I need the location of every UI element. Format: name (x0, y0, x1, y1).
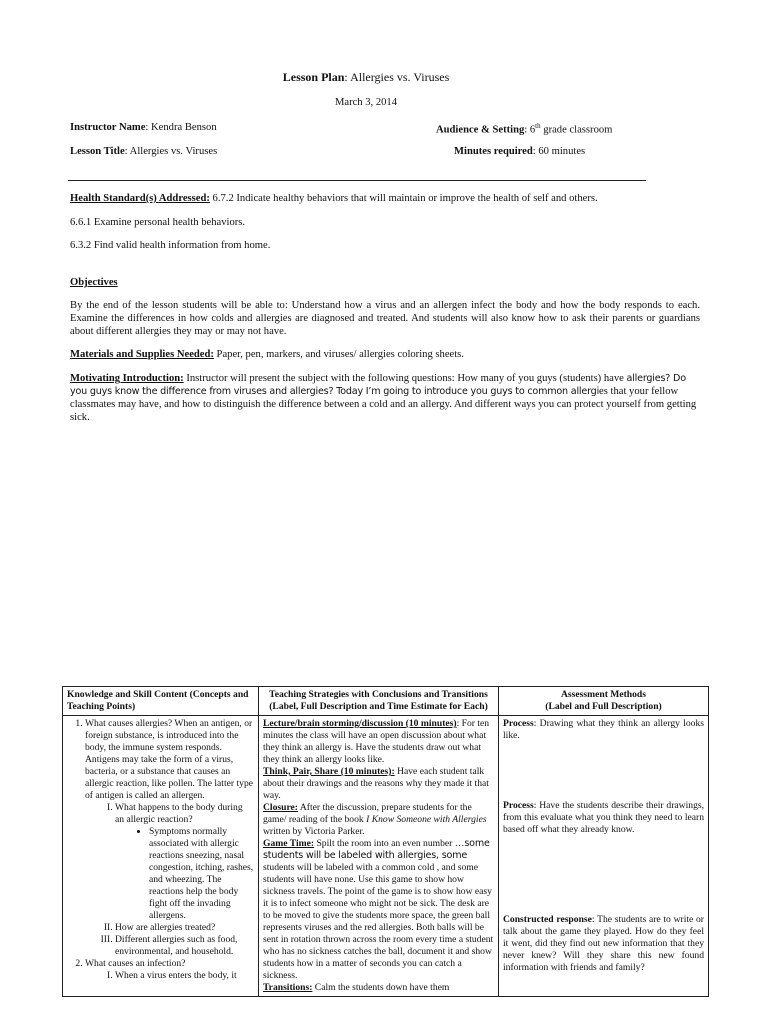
list-item (115, 802, 254, 922)
teaching-strategies-cell (259, 715, 499, 996)
bullet-list (115, 826, 254, 922)
strategy-closure (263, 802, 494, 838)
col3-header-a: Assessment Methods (560, 689, 646, 700)
lesson-title-label: Lesson Title (70, 146, 125, 157)
lesson-plan-table (62, 686, 709, 997)
col2-header-a: Teaching Strategies with Conclusions and Transitions (269, 689, 488, 700)
intro-handwritten: allergies? Do you guys know the difference from viruses and allergies? Today I’m going to introduce you guys to common allergi (70, 373, 686, 397)
table-body-row (63, 715, 709, 996)
strategy-think-pair-share (263, 766, 494, 802)
transitions-text: Calm the students down have them (312, 981, 450, 993)
process-1-label: Process (503, 717, 534, 729)
strategy-game-time (263, 838, 494, 982)
intro-label: Motivating Introduction: (70, 373, 184, 384)
assessment-constructed-response (503, 914, 704, 974)
audience-sup: th (535, 122, 541, 130)
title-label: Lesson Plan (282, 70, 345, 84)
process-2-text: : Have the students describe their drawings, from this evaluate what you think they need to learn based off what they already know. (503, 799, 704, 835)
knowledge-content-cell (63, 715, 259, 996)
motivating-intro (70, 373, 700, 425)
intro-text-1: Instructor will present the subject with the following questions: How many of you guys (students) have (183, 373, 627, 384)
minutes-row (454, 146, 585, 159)
minutes-value: : 60 minutes (532, 146, 586, 157)
health-standard-1 (70, 193, 700, 206)
instructor-label: Instructor Name (70, 122, 146, 133)
game-time-text-b: students will be labeled with a common cold , and some students will have none. Use this game to show how sickness travels. The point of the game is to show how easy it is to infect someone who might not be sick. The desk are to be moved to give the students more space, the green ball represents viruses and the red allergies. Both balls will be sent in rotation thrown across the room every time a student who has no sickness catches the ball, document it and show students how in a matter of seconds you can catch a sickness. (263, 861, 494, 981)
subquestion-list-2 (85, 970, 254, 982)
assessment-methods-cell (499, 715, 709, 996)
think-pair-share-label: Think, Pair, Share (10 minutes): (263, 765, 395, 777)
materials-row (70, 349, 700, 362)
materials-label: Materials and Supplies Needed: (70, 349, 214, 360)
objectives-heading (70, 277, 700, 290)
closure-label: Closure: (263, 801, 298, 813)
think-pair-share-text: Have each student talk about their drawings and the reasons why they made it that way. (263, 765, 489, 801)
objectives-text: By the end of the lesson students will be able to: Understand how a virus and an allergen infect the body and how the body responds to each. Examine the differences in how colds and allergies are diagnosed and treated. And students will also know how to ask their parents or guardians about different allergies they may or may not have. (70, 300, 700, 337)
lecture-text: : For ten minutes the class will have an open discussion about what they think an allergy is. Have the students draw out what they think an allergy looks like. (263, 717, 490, 765)
materials-text: Paper, pen, markers, and viruses/ allergies coloring sheets. (213, 349, 464, 360)
knowledge-list (67, 718, 254, 982)
process-2-label: Process (503, 799, 534, 811)
health-standard-3: 6.3.2 Find valid health information from home. (70, 240, 271, 251)
lesson-title-row (70, 146, 217, 159)
list-item: II. How are allergies treated? (115, 922, 254, 934)
game-time-text-a: Spilt the room into an even number … (314, 837, 465, 849)
closure-text-b: written by Victoria Parker. (263, 825, 365, 837)
assessment-process-2 (503, 800, 704, 836)
list-item (85, 958, 254, 982)
minutes-label: Minutes required (454, 146, 533, 157)
constructed-response-text: : The students are to write or talk about the game they played. How do they feel it went, did they find out new information that they never knew? Will they share this new found information with friends and family? (503, 913, 704, 973)
list-item (85, 718, 254, 958)
health-standard-text-1: 6.7.2 Indicate healthy behaviors that will maintain or improve the health of self and others. (209, 193, 598, 204)
col1-header: Knowledge and Skill Content (Concepts and Teaching Points) (63, 687, 259, 716)
col2-header (259, 687, 499, 716)
list-item: • Symptoms normally associated with allergic reactions sneezing, nasal congestion, itching, rashes, and wheezing. The reactions help the body fight off the invading allergens. (149, 826, 254, 922)
instructor-value: : Kendra Benson (145, 122, 217, 133)
strategy-transitions (263, 982, 494, 994)
table-header-row (63, 687, 709, 716)
objectives-heading-text: Objectives (70, 277, 118, 288)
instructor-row (70, 122, 217, 135)
list-item: I. When a virus enters the body, it (115, 970, 254, 982)
col3-header-b: (Label and Full Description) (545, 700, 662, 712)
question-2: What causes an infection? (85, 957, 186, 969)
audience-value-pre: : 6 (524, 124, 536, 136)
audience-label: Audience & Setting (436, 124, 525, 136)
title-value: Allergies vs. Viruses (350, 70, 450, 84)
strategy-lecture (263, 718, 494, 766)
game-time-handwritten: some students will be labeled with allergies, some (263, 837, 490, 861)
transitions-label: Transitions: (263, 981, 313, 993)
closure-text-a: After the discussion, prepare students for the game/ reading of the book (263, 801, 472, 825)
assessment-process-1 (503, 718, 704, 742)
book-title: I Know Someone with Allergies (366, 813, 487, 825)
question-1: What causes allergies? When an antigen, or foreign substance, is introduced into the body, the immune system responds. Antigens may take the form of a virus, bacteria, or a substance that causes an allergic reaction, like pollen. The latter type of antigen is called an allergen. (85, 717, 254, 801)
col3-header (499, 687, 709, 716)
subquestion-1: What happens to the body during an allergic reaction? (115, 801, 243, 825)
subquestion-list (85, 802, 254, 958)
document-date: March 3, 2014 (334, 97, 398, 108)
health-standard-2: 6.6.1 Examine personal health behaviors. (70, 217, 246, 228)
list-item: III. Different allergies such as food, environmental, and household. (115, 934, 254, 958)
col2-header-b: (Label, Full Description and Time Estimate for Each) (269, 700, 488, 712)
game-time-label: Game Time: (263, 837, 315, 849)
audience-row (436, 122, 612, 137)
title-separator: : (344, 70, 351, 84)
divider-line (68, 180, 646, 181)
constructed-response-label: Constructed response (503, 913, 592, 925)
document-title (0, 70, 732, 85)
lecture-label: Lecture/brain storming/discussion (10 minutes) (263, 717, 457, 729)
audience-value-post: grade classroom (540, 124, 613, 136)
health-standard-label: Health Standard(s) Addressed: (70, 193, 210, 204)
process-1-text: : Drawing what they think an allergy looks like. (503, 717, 704, 741)
lesson-title-value: : Allergies vs. Viruses (124, 146, 218, 157)
intro-text-2: es that your fellow classmates may have, and how to distinguish the difference between a cold and an allergy. And different ways you can protect yourself from getting sick. (70, 385, 697, 423)
